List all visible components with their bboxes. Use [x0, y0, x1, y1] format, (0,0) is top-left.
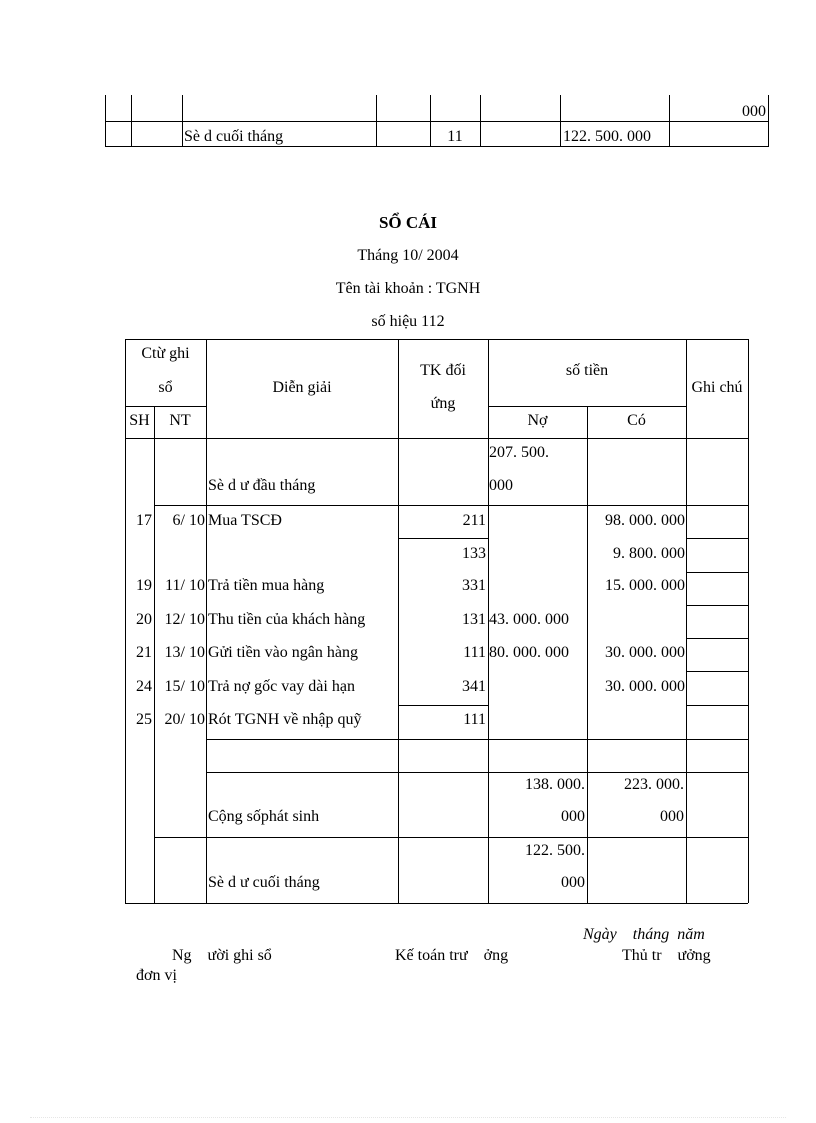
signature-head: Thủ tr ưởng [622, 947, 711, 964]
row-debit: 43. 000. 000 [489, 611, 569, 628]
col-debit-header: Nợ [527, 412, 548, 429]
row-nt: 13/ 10 [164, 644, 205, 661]
col-ctu-header-2: sổ [158, 379, 173, 396]
row-desc: Rót TGNH về nhập quỹ [208, 711, 362, 728]
row-credit: 30. 000. 000 [605, 644, 685, 661]
account-name: Tên tài khoản : TGNH [335, 280, 481, 297]
row-tk: 341 [462, 678, 486, 695]
row-sh: 21 [136, 644, 152, 661]
row-desc: Thu tiền của khách hàng [208, 611, 366, 628]
opening-debit-2: 000 [489, 477, 513, 494]
signature-recorder: Ng ười ghi sổ [172, 947, 272, 964]
page-bottom-divider [30, 1117, 786, 1118]
ledger-title: SỔ CÁI [378, 213, 438, 232]
row-desc: Trả tiền mua hàng [208, 577, 325, 594]
col-ctu-header: Ctừ ghi [141, 345, 190, 362]
row-tk: 211 [462, 512, 486, 529]
totals-debit-2: 000 [561, 808, 585, 825]
row-sh: 19 [136, 577, 152, 594]
col-amount-header: số tiền [565, 362, 609, 379]
row-desc: Gửi tiền vào ngân hàng [208, 644, 358, 661]
row-nt: 6/ 10 [172, 512, 205, 529]
row-nt: 20/ 10 [164, 711, 205, 728]
row-credit: 98. 000. 000 [605, 512, 685, 529]
totals-debit-1: 138. 000. [525, 776, 585, 793]
row-sh: 20 [136, 611, 152, 628]
signature-unit: đơn vị [136, 967, 177, 984]
row-desc: Trả nợ gốc vay dài hạn [208, 678, 355, 695]
col-sh-header: SH [129, 412, 150, 429]
prev-closing-account: 11 [447, 128, 463, 145]
row-nt: 11/ 10 [165, 577, 205, 594]
row-sh: 25 [136, 711, 152, 728]
row-credit: 9. 800. 000 [613, 545, 685, 562]
row-desc: Mua TSCĐ [208, 512, 282, 529]
row-credit: 30. 000. 000 [605, 678, 685, 695]
signature-chief-accountant: Kế toán trư ởng [395, 947, 509, 964]
row-debit: 80. 000. 000 [489, 644, 569, 661]
col-nt-header: NT [169, 412, 191, 429]
prev-first-row-last-cell: 000 [742, 103, 766, 120]
col-note-header: Ghi chú [691, 379, 743, 396]
col-desc-header: Diễn giải [272, 379, 332, 396]
totals-credit-2: 000 [660, 808, 684, 825]
account-number: số hiệu 112 [371, 313, 445, 330]
row-nt: 15/ 10 [164, 678, 205, 695]
row-tk: 111 [463, 711, 486, 728]
row-credit: 15. 000. 000 [605, 577, 685, 594]
prev-closing-label: Sè d cuối tháng [184, 128, 284, 145]
row-nt: 12/ 10 [164, 611, 205, 628]
row-tk: 111 [463, 644, 486, 661]
row-sh: 24 [136, 678, 152, 695]
row-tk: 131 [462, 611, 486, 628]
closing-debit-1: 122. 500. [525, 842, 585, 859]
opening-debit-1: 207. 500. [489, 444, 549, 461]
totals-label: Cộng sốphát sinh [208, 808, 320, 825]
row-sh: 17 [136, 512, 152, 529]
col-credit-header: Có [627, 412, 646, 429]
col-tk-header-2: ứng [430, 395, 456, 412]
row-tk: 331 [462, 577, 486, 594]
row-tk: 133 [462, 545, 486, 562]
opening-label: Sè d ư đầu tháng [208, 477, 316, 494]
prev-closing-debit: 122. 500. 000 [563, 128, 651, 145]
col-tk-header: TK đối [420, 362, 466, 379]
ledger-month: Tháng 10/ 2004 [357, 247, 459, 264]
signature-date-line: Ngày tháng năm [583, 926, 705, 943]
closing-debit-2: 000 [561, 874, 585, 891]
closing-label: Sè d ư cuối tháng [208, 874, 320, 891]
totals-credit-1: 223. 000. [624, 776, 684, 793]
